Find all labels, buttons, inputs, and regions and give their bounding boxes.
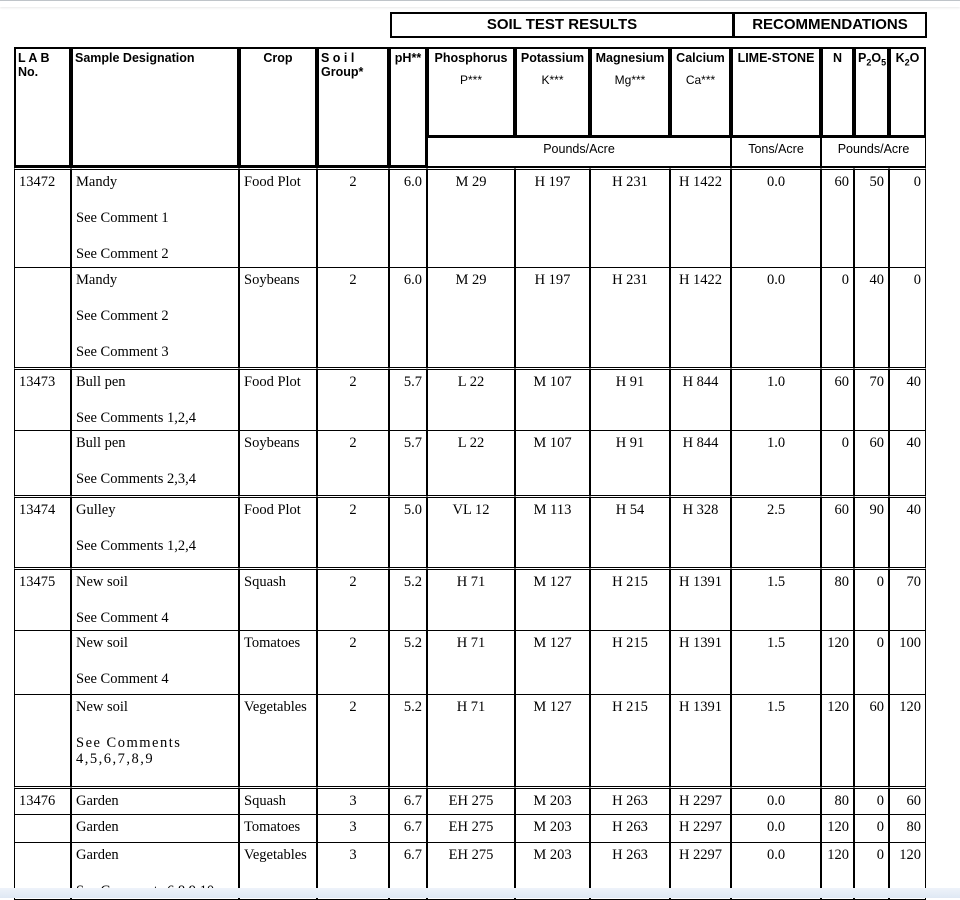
col-magnesium: Magnesium Mg***: [590, 47, 670, 137]
cell-sample: [71, 367, 239, 430]
cell-group: 2: [317, 567, 389, 630]
cell-sample: [71, 495, 239, 567]
page-bottom-edge: [0, 888, 960, 898]
cell-p: VL 12: [427, 495, 515, 567]
cell-crop: Squash: [239, 786, 317, 814]
cell-ph: 5.2: [389, 694, 427, 786]
cell-lab: [14, 630, 71, 694]
cell-p: H 71: [427, 630, 515, 694]
cell-p: H 71: [427, 694, 515, 786]
cell-k: M 127: [515, 567, 590, 630]
cell-mg: H 91: [590, 430, 670, 495]
cell-ca: H 844: [670, 367, 731, 430]
column-header-row: [14, 47, 926, 137]
sample-name: Garden: [76, 819, 119, 835]
cell-crop: Food Plot: [239, 167, 317, 267]
cell-mg: H 54: [590, 495, 670, 567]
cell-k: H 197: [515, 167, 590, 267]
sample-name: Garden: [76, 793, 119, 809]
cell-lab: 13475: [14, 567, 71, 630]
table-row: [14, 694, 926, 786]
col-p2o5: $P_2O_5$: [854, 47, 889, 137]
units-soil: Pounds/Acre: [427, 137, 731, 167]
cell-k2o: 100: [889, 630, 926, 694]
cell-sample: [71, 430, 239, 495]
cell-ca: H 844: [670, 430, 731, 495]
cell-p: L 22: [427, 430, 515, 495]
cell-sample: [71, 694, 239, 786]
cell-p2o5: 0: [854, 814, 889, 842]
cell-k2o: 0: [889, 267, 926, 367]
table-row: [14, 630, 926, 694]
cell-ca: H 2297: [670, 842, 731, 900]
units-lime: Tons/Acre: [731, 137, 821, 167]
cell-ca: H 328: [670, 495, 731, 567]
cell-k2o: 120: [889, 694, 926, 786]
cell-ph: 5.2: [389, 630, 427, 694]
cell-k: M 107: [515, 430, 590, 495]
sample-comment: See Comments 4,5,6,7,8,9: [76, 735, 182, 767]
sample-comment: See Comment 4: [76, 610, 169, 626]
col-soil-group: S o i l Group*: [317, 47, 389, 167]
cell-lime: 1.0: [731, 367, 821, 430]
cell-p: M 29: [427, 267, 515, 367]
cell-sample: [71, 267, 239, 367]
cell-p2o5: 90: [854, 495, 889, 567]
cell-crop: Food Plot: [239, 495, 317, 567]
cell-ph: 6.7: [389, 842, 427, 900]
cell-mg: H 215: [590, 567, 670, 630]
cell-lab: [14, 430, 71, 495]
cell-lime: 1.5: [731, 567, 821, 630]
cell-mg: H 215: [590, 694, 670, 786]
cell-group: 2: [317, 630, 389, 694]
cell-ph: 5.2: [389, 567, 427, 630]
col-n: N: [821, 47, 854, 137]
cell-p: EH 275: [427, 814, 515, 842]
cell-p2o5: 70: [854, 367, 889, 430]
cell-crop: Soybeans: [239, 430, 317, 495]
cell-lab: 13473: [14, 367, 71, 430]
sample-comment: See Comments 1,2,4: [76, 410, 197, 426]
cell-ph: 5.7: [389, 367, 427, 430]
cell-ph: 6.0: [389, 267, 427, 367]
sample-comment: See Comment 2: [76, 246, 169, 262]
cell-p2o5: 60: [854, 430, 889, 495]
cell-k2o: 70: [889, 567, 926, 630]
col-lab-no: L A B No.: [14, 47, 71, 167]
table-row: [14, 430, 926, 495]
cell-n: 120: [821, 814, 854, 842]
cell-n: 0: [821, 267, 854, 367]
table-row: [14, 367, 926, 430]
col-limestone: LIME-STONE: [731, 47, 821, 137]
table-row: [14, 814, 926, 842]
cell-group: 2: [317, 267, 389, 367]
cell-lab: [14, 267, 71, 367]
cell-lab: 13472: [14, 167, 71, 267]
cell-p: L 22: [427, 367, 515, 430]
cell-k2o: 40: [889, 430, 926, 495]
units-fertilizer: Pounds/Acre: [821, 137, 926, 167]
sample-comment: See Comment 1: [76, 210, 169, 226]
cell-lime: 1.5: [731, 694, 821, 786]
cell-p2o5: 0: [854, 567, 889, 630]
sample-name: New soil: [76, 635, 128, 651]
soil-test-results-header: SOIL TEST RESULTS: [390, 12, 734, 38]
sample-comment: See Comment 3: [76, 344, 169, 360]
cell-ca: H 1391: [670, 630, 731, 694]
cell-p2o5: 0: [854, 842, 889, 900]
col-potassium: Potassium K***: [515, 47, 590, 137]
cell-n: 80: [821, 786, 854, 814]
col-sample-designation: Sample Designation: [71, 47, 239, 167]
cell-k: H 197: [515, 267, 590, 367]
cell-mg: H 215: [590, 630, 670, 694]
cell-p2o5: 60: [854, 694, 889, 786]
cell-crop: Food Plot: [239, 367, 317, 430]
sample-name: Garden: [76, 847, 119, 863]
cell-sample: [71, 814, 239, 842]
soil-results-table: [14, 47, 926, 900]
cell-k2o: 0: [889, 167, 926, 267]
cell-n: 80: [821, 567, 854, 630]
sample-name: Mandy: [76, 272, 118, 288]
cell-ca: H 2297: [670, 814, 731, 842]
cell-crop: Soybeans: [239, 267, 317, 367]
sample-name: Bull pen: [76, 435, 126, 451]
window-top-edge: [0, 0, 960, 7]
sample-name: Mandy: [76, 174, 118, 190]
cell-group: 2: [317, 430, 389, 495]
col-phosphorus: Phosphorus P***: [427, 47, 515, 137]
cell-group: 2: [317, 367, 389, 430]
cell-mg: H 263: [590, 786, 670, 814]
cell-n: 60: [821, 495, 854, 567]
cell-ca: H 2297: [670, 786, 731, 814]
cell-mg: H 263: [590, 814, 670, 842]
sample-name: New soil: [76, 699, 128, 715]
cell-mg: H 263: [590, 842, 670, 900]
cell-mg: H 91: [590, 367, 670, 430]
cell-lime: 1.5: [731, 630, 821, 694]
cell-ca: H 1422: [670, 267, 731, 367]
cell-k: M 107: [515, 367, 590, 430]
cell-group: 2: [317, 495, 389, 567]
cell-lime: 1.0: [731, 430, 821, 495]
cell-n: 60: [821, 167, 854, 267]
sample-comment: See Comment 2: [76, 308, 169, 324]
cell-group: 2: [317, 167, 389, 267]
cell-k: M 127: [515, 630, 590, 694]
col-ph: pH**: [389, 47, 427, 167]
cell-n: 0: [821, 430, 854, 495]
cell-crop: Vegetables: [239, 694, 317, 786]
cell-ca: H 1391: [670, 567, 731, 630]
cell-mg: H 231: [590, 167, 670, 267]
cell-k2o: 40: [889, 495, 926, 567]
sample-comment: See Comments 2,3,4: [76, 471, 197, 487]
table-row: [14, 567, 926, 630]
cell-crop: Squash: [239, 567, 317, 630]
cell-ca: H 1391: [670, 694, 731, 786]
cell-group: 2: [317, 694, 389, 786]
cell-sample: [71, 630, 239, 694]
cell-ph: 5.7: [389, 430, 427, 495]
cell-k: M 113: [515, 495, 590, 567]
cell-lab: [14, 814, 71, 842]
cell-ca: H 1422: [670, 167, 731, 267]
col-calcium: Calcium Ca***: [670, 47, 731, 137]
cell-crop: Vegetables: [239, 842, 317, 900]
cell-n: 120: [821, 630, 854, 694]
cell-p2o5: 0: [854, 630, 889, 694]
table-row: [14, 167, 926, 267]
cell-k: M 203: [515, 842, 590, 900]
cell-ph: 6.7: [389, 814, 427, 842]
results-body: [14, 167, 926, 900]
cell-lab: 13476: [14, 786, 71, 814]
cell-sample: [71, 567, 239, 630]
cell-p: M 29: [427, 167, 515, 267]
cell-lime: 0.0: [731, 814, 821, 842]
sample-name: Bull pen: [76, 374, 126, 390]
cell-mg: H 231: [590, 267, 670, 367]
cell-k2o: 60: [889, 786, 926, 814]
cell-sample: [71, 167, 239, 267]
cell-lime: 0.0: [731, 267, 821, 367]
cell-lime: 0.0: [731, 786, 821, 814]
cell-crop: Tomatoes: [239, 630, 317, 694]
cell-p: H 71: [427, 567, 515, 630]
sample-comment: See Comments 1,2,4: [76, 538, 197, 554]
sample-name: New soil: [76, 574, 128, 590]
cell-p2o5: 0: [854, 786, 889, 814]
cell-lime: 0.0: [731, 842, 821, 900]
cell-p2o5: 50: [854, 167, 889, 267]
cell-crop: Tomatoes: [239, 814, 317, 842]
cell-ph: 5.0: [389, 495, 427, 567]
cell-k: M 203: [515, 786, 590, 814]
sample-comment: See Comment 4: [76, 671, 169, 687]
col-k2o: $K_2O$: [889, 47, 926, 137]
cell-k: M 127: [515, 694, 590, 786]
cell-group: 3: [317, 842, 389, 900]
cell-p: EH 275: [427, 842, 515, 900]
col-crop: Crop: [239, 47, 317, 167]
cell-p: EH 275: [427, 786, 515, 814]
cell-group: 3: [317, 786, 389, 814]
cell-ph: 6.7: [389, 786, 427, 814]
cell-lab: [14, 694, 71, 786]
cell-lime: 0.0: [731, 167, 821, 267]
cell-k2o: 120: [889, 842, 926, 900]
cell-p2o5: 40: [854, 267, 889, 367]
recommendations-header: RECOMMENDATIONS: [733, 12, 927, 38]
cell-lab: 13474: [14, 495, 71, 567]
sample-name: Gulley: [76, 502, 116, 518]
cell-n: 120: [821, 842, 854, 900]
cell-k2o: 80: [889, 814, 926, 842]
cell-sample: [71, 786, 239, 814]
table-row: [14, 495, 926, 567]
cell-k: M 203: [515, 814, 590, 842]
cell-lime: 2.5: [731, 495, 821, 567]
cell-k2o: 40: [889, 367, 926, 430]
table-row: [14, 267, 926, 367]
cell-ph: 6.0: [389, 167, 427, 267]
cell-group: 3: [317, 814, 389, 842]
cell-n: 60: [821, 367, 854, 430]
cell-n: 120: [821, 694, 854, 786]
table-row: [14, 786, 926, 814]
